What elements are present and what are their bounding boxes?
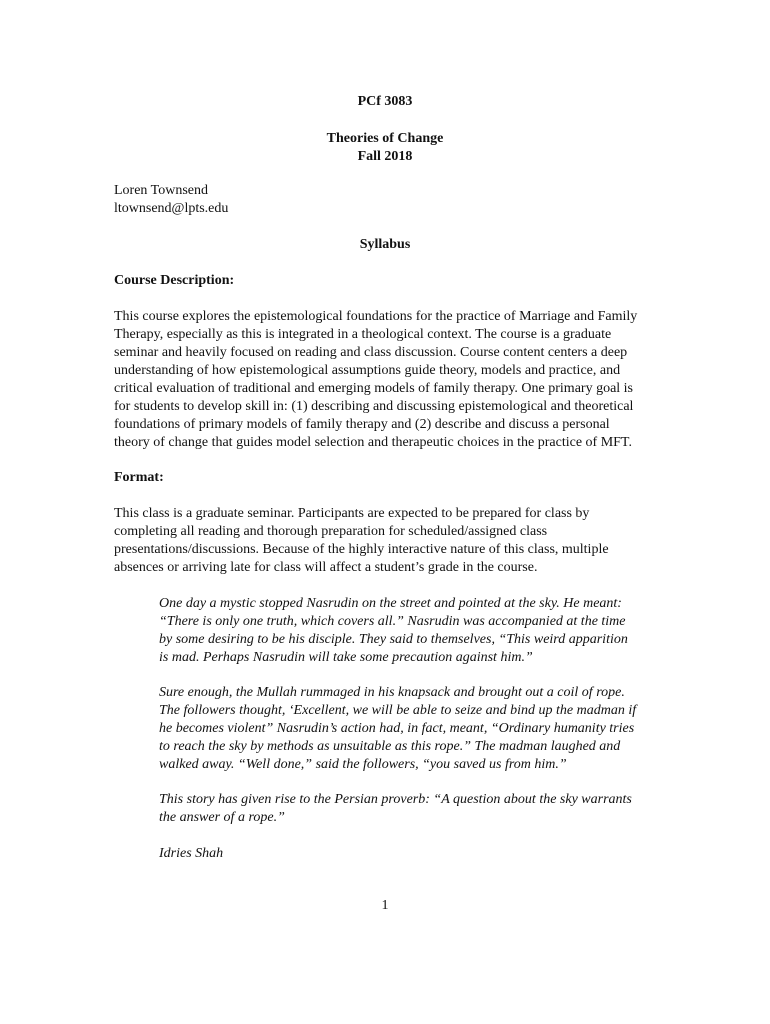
text-line: This course explores the epistemological foundations for the practice of Marriage and Family [114,309,638,324]
quote-attribution: Idries Shah [159,846,224,861]
text-line: seminar and heavily focused on reading and class discussion. Course content centers a deep [114,345,628,360]
format-heading: Format: [114,470,164,485]
text-line: absences or arriving late for class will affect a student’s grade in the course. [114,560,538,575]
text-line: theory of change that guides model selection and therapeutic choices in the practice of MFT. [114,435,632,450]
text-line: critical evaluation of traditional and emerging models of family therapy. One primary goal is [114,381,634,396]
quote-line: One day a mystic stopped Nasrudin on the street and pointed at the sky. He meant: [159,596,622,611]
quote-line: is mad. Perhaps Nasrudin will take some precaution against him.” [159,650,533,665]
quote-line: by some desiring to be his disciple. They said to themselves, “This weird apparition [159,632,628,647]
quote-line: Sure enough, the Mullah rummaged in his knapsack and brought out a coil of rope. [159,685,625,700]
text-line: This class is a graduate seminar. Participants are expected to be prepared for class by [114,506,590,521]
quote-paragraph-3 [159,791,679,827]
text-line: foundations of primary models of family therapy and (2) describe and discuss a personal [114,417,610,432]
format-text [114,505,684,577]
text-line: for students to develop skill in: (1) describing and discussing epistemological and theoretical [114,399,634,414]
quote-paragraph-1 [159,595,679,667]
quote-line: The followers thought, ‘Excellent, we will be able to seize and bind up the madman if [159,703,637,718]
instructor-email: ltownsend@lpts.edu [114,201,229,216]
page-number: 1 [381,898,389,913]
quote-line: “There is only one truth, which covers all.” Nasrudin was accompanied at the time [159,614,626,629]
quote-line: he becomes violent” Nasrudin’s action had, in fact, meant, “Ordinary humanity tries [159,721,635,736]
instructor-name: Loren Townsend [114,183,209,198]
quote-paragraph-2 [159,684,679,774]
text-line: presentations/discussions. Because of the highly interactive nature of this class, multiple [114,542,609,557]
course-description-text [114,308,684,452]
course-title: Theories of Change [326,131,444,146]
quote-line: the answer of a rope.” [159,810,285,825]
course-description-heading: Course Description: [114,273,235,288]
doc-title: Syllabus [359,237,411,252]
course-code: PCf 3083 [357,94,413,109]
text-line: Therapy, especially as this is integrated in a theological context. The course is a graduate [114,327,612,342]
quote-line: to reach the sky by methods as unsuitable as this rope.” The madman laughed and [159,739,621,754]
quote-line: walked away. “Well done,” said the followers, “you saved us from him.” [159,757,567,772]
quote-line: This story has given rise to the Persian proverb: “A question about the sky warrants [159,792,632,807]
text-line: understanding of how epistemological assumptions guide theory, models and practice, and [114,363,621,378]
course-term: Fall 2018 [357,149,413,164]
text-line: completing all reading and thorough preparation for scheduled/assigned class [114,524,548,539]
